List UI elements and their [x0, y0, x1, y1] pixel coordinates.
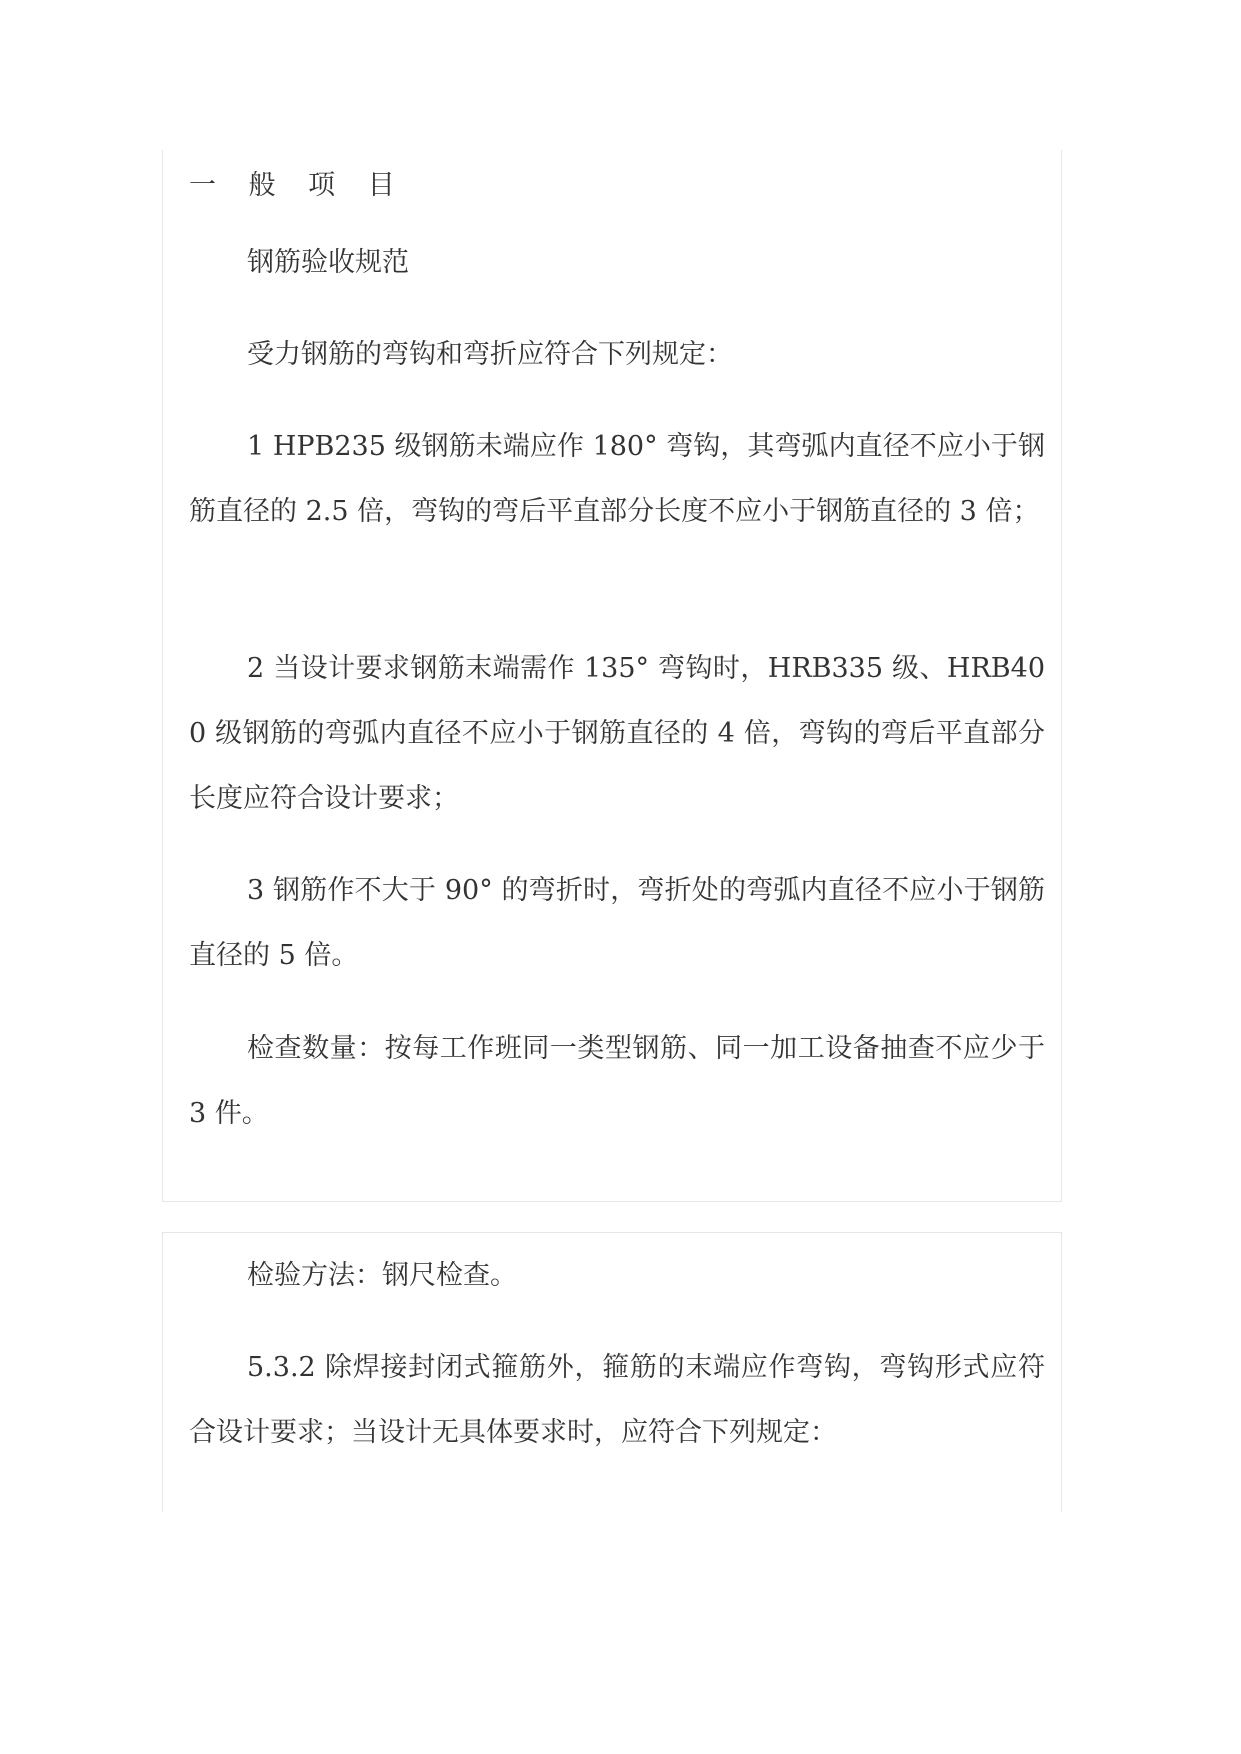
content-panel-2 [162, 1232, 1062, 1512]
content-panel-1 [162, 150, 1062, 1202]
section-heading: 一 般 项 目 [189, 170, 407, 201]
inspection-method-paragraph: 检验方法：钢尺检查。 [247, 1260, 517, 1291]
clause-5-3-2-paragraph: 5.3.2 除焊接封闭式箍筋外，箍筋的末端应作弯钩，弯钩形式应符合设计要求；当设计无具体要求时，应符合下列规定： [189, 1352, 1045, 1448]
rule-item-3: 3 钢筋作不大于 90° 的弯折时，弯折处的弯弧内直径不应小于钢筋直径的 5 倍。 [189, 875, 1045, 971]
document-title: 钢筋验收规范 [247, 247, 409, 278]
intro-paragraph: 受力钢筋的弯钩和弯折应符合下列规定： [247, 339, 733, 370]
inspection-quantity-paragraph: 检查数量：按每工作班同一类型钢筋、同一加工设备抽查不应少于 3 件。 [189, 1033, 1045, 1129]
rule-item-2: 2 当设计要求钢筋末端需作 135° 弯钩时，HRB335 级、HRB400 级钢筋的弯弧内直径不应小于钢筋直径的 4 倍，弯钩的弯后平直部分长度应符合设计要求； [189, 653, 1045, 814]
rule-item-1: 1 HPB235 级钢筋未端应作 180° 弯钩，其弯弧内直径不应小于钢筋直径的 2.5 倍，弯钩的弯后平直部分长度不应小于钢筋直径的 3 倍； [189, 431, 1045, 527]
